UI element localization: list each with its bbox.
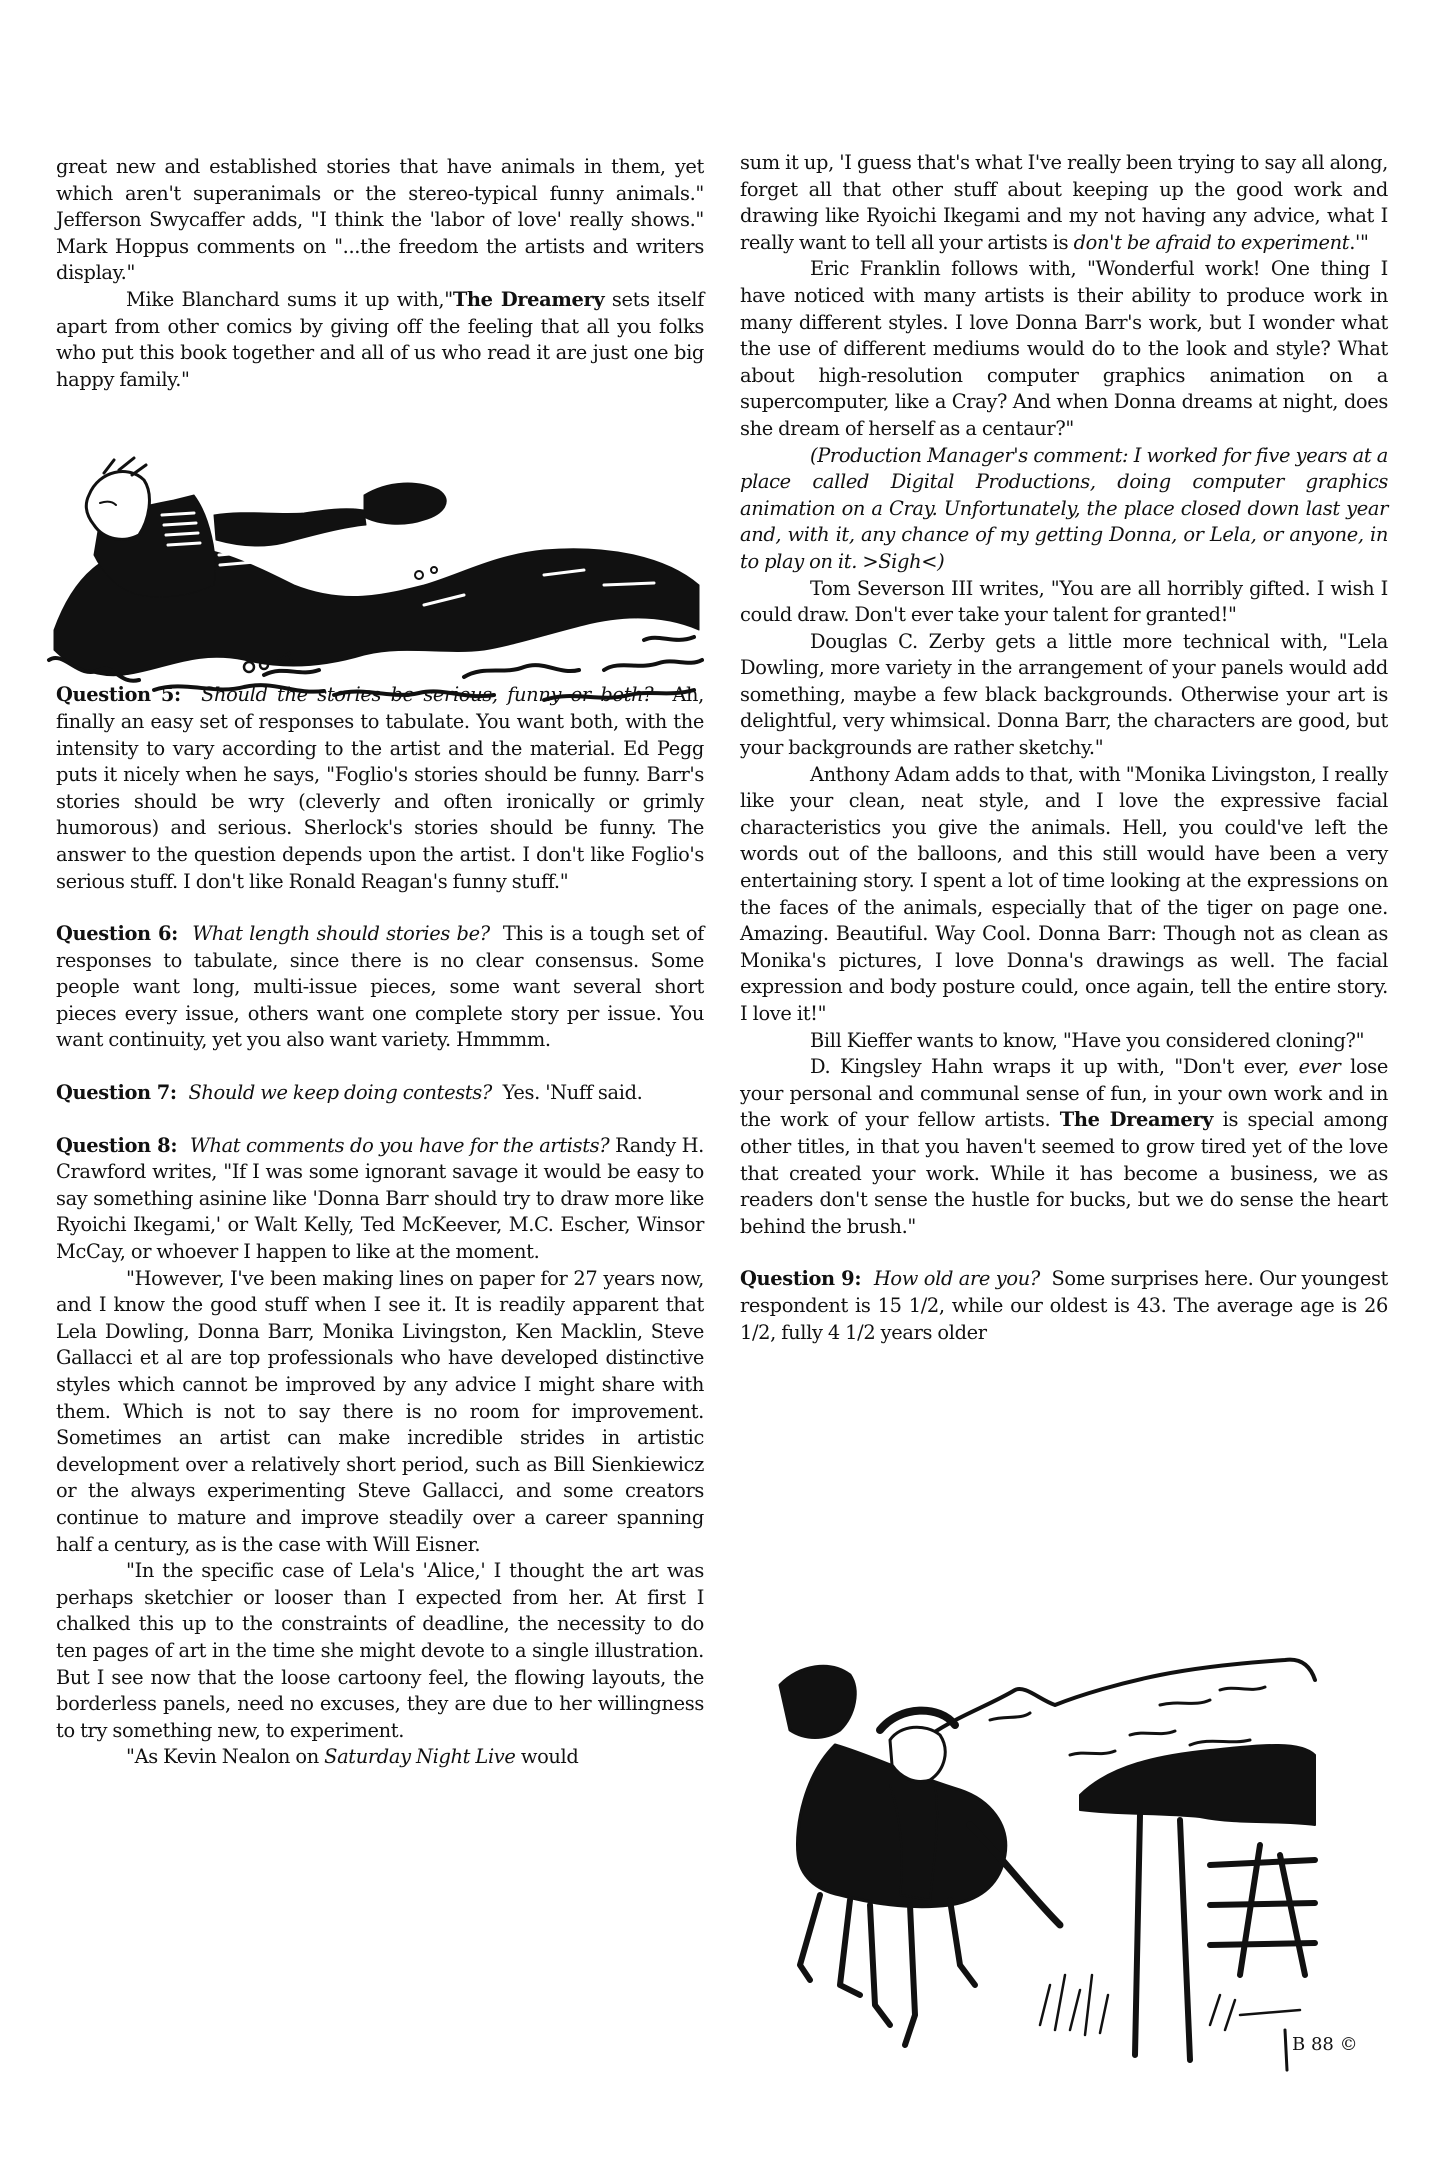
- colon: :: [854, 1267, 874, 1291]
- paragraph-alice: "In the specific case of Lela's 'Alice,' I thought the art was perhaps sketchier or looser than I expected from her. At first I chalked this up to the constraints of deadline, the necessity to do ten pages of art in the time she might devote to a single illustration. But I see now that the loose cartoony feel, the flowing layouts, the borderless panels, need no excuses, they are due to her willingness to try something new, to experiment.: [56, 1559, 704, 1742]
- text-run: D. Kingsley Hahn wraps it up with, "Don't ever,: [810, 1055, 1299, 1079]
- paragraph-production-manager: (Production Manager's comment: I worked for five years at a place called Digital Productions, doing computer graphics animation on a Cray. Unfortunately, the place closed down last year and, with it, any chance of my getting Donna, or Lela, or anyone, in to play on it. >Sigh<): [740, 443, 1388, 573]
- question-label: Question 9: [740, 1267, 855, 1291]
- question-text: Should we keep doing contests?: [188, 1081, 492, 1105]
- paragraph-eric: Eric Franklin follows with, "Wonderful work! One thing I have noticed with many artists is their ability to produce work in many different styles. I love Donna Barr's work, but I wonder what the use of different mediums would do to the look and style? What about high-resolution computer graphics animation on a supercomputer, like a Cray? And when Donna dreams at night, does she dream of herself as a centaur?": [740, 257, 1388, 440]
- rider-illustration: [44, 455, 704, 710]
- text-run: sum it up, 'I guess that's what I've really been trying to say all along, forget all that other stuff about keeping up the good work and drawing like Ryoichi Ikegami and my not having any advice, what I really want to tell all your artists is: [740, 151, 1388, 254]
- emphasis: ever: [1298, 1055, 1341, 1079]
- paragraph-anthony: Anthony Adam adds to that, with "Monika Livingston, I really like your clean, neat style, and I love the expressive facial characteristics you give the animals. Hell, you could've left the words out of the balloons, and this still would have been a very entertaining story. I spent a lot of time looking at the expressions on the faces of the animals, especially that of the tiger on page one. Amazing. Beautiful. Way Cool. Donna Barr: Though not as clean as Monika's pictures, I love Donna's drawings as well. The facial expression and body posture could, once again, tell the entire story. I love it!": [740, 762, 1388, 1025]
- colon: :: [174, 683, 202, 707]
- horse-and-rider-illustration: [740, 1645, 1380, 2080]
- question-label: Question 8: [56, 1133, 171, 1157]
- answer-text: Randy H. Crawford writes, "If I was some ignorant savage it would be easy to say something asinine like 'Donna Barr should try to draw more like Ryoichi Ikegami,' or Walt Kelly, Ted McKeever, M.C. Escher, Winsor McCay, or whoever I happen to like at the moment.: [56, 1133, 704, 1264]
- answer-text: Ah, finally an easy set of responses to tabulate. You want both, with the intensity to vary according to the artist and the material. Ed Pegg puts it nicely when he says, "Foglio's stories should be funny. Barr's stories should be wry (cleverly and often ironically or grimly humorous) and serious. Sherlock's stories should be funny. The answer to the question depends upon the artist. I don't like Foglio's serious stuff. I don't like Ronald Reagan's funny stuff.": [56, 683, 704, 893]
- question-text: What length should stories be?: [192, 922, 490, 946]
- question-8: [56, 1133, 704, 1266]
- artist-signature: B 88 ©: [1292, 2034, 1358, 2055]
- left-column: [56, 154, 704, 1771]
- text-run: sets itself apart from other comics by giving off the feeling that all you folks who put this book together and all of us who read it are just one big happy family.": [56, 287, 704, 391]
- emphasis: don't be afraid to experiment: [1073, 230, 1350, 254]
- question-6: [56, 921, 704, 1054]
- right-column: [740, 150, 1388, 1346]
- text-run: would: [515, 1745, 579, 1769]
- answer-text: Some surprises here. Our youngest respondent is 15 1/2, while our oldest is 43. The average age is 26 1/2, fully 4 1/2 years older: [740, 1267, 1388, 1344]
- question-7: [56, 1080, 704, 1107]
- answer-text: Yes. 'Nuff said.: [502, 1081, 643, 1105]
- question-text: What comments do you have for the artists?: [189, 1133, 610, 1157]
- paragraph-intro: great new and established stories that have animals in them, yet which aren't superanimals or the stereo-typical funny animals." Jefferson Swycaffer adds, "I think the 'labor of love' really shows." Mark Hoppus comments on "...the freedom the artists and writers display.": [56, 155, 704, 285]
- show-title: Saturday Night Live: [324, 1745, 516, 1769]
- magazine-title: The Dreamery: [1059, 1108, 1214, 1132]
- text-run: is special among other titles, in that you haven't seemed to grow tired yet of the love that created your work. While it has become a business, we as readers don't sense the hustle for bucks, but we do sense the heart behind the brush.": [740, 1108, 1388, 1238]
- paragraph-blanchard: [56, 287, 704, 393]
- question-label: Question 6: [56, 922, 172, 946]
- paragraph-tom: Tom Severson III writes, "You are all horribly gifted. I wish I could draw. Don't ever take your talent for granted!": [740, 576, 1388, 627]
- paragraph-kevin: [56, 1744, 704, 1771]
- text-run: "As Kevin Nealon on: [126, 1745, 325, 1769]
- question-text: How old are you?: [873, 1267, 1040, 1291]
- colon: :: [171, 922, 193, 946]
- question-label: Question 7: [56, 1081, 170, 1105]
- text-run: lose your personal and communal sense of fun, in your own work and in the work of your fellow artists.: [740, 1055, 1388, 1132]
- paragraph-continued: [740, 150, 1388, 256]
- colon: :: [169, 1081, 189, 1105]
- text-run: Mike Blanchard sums it up with,": [126, 287, 453, 311]
- paragraph-bill: Bill Kieffer wants to know, "Have you considered cloning?": [810, 1028, 1365, 1052]
- question-9: [740, 1266, 1388, 1346]
- answer-text: This is a tough set of responses to tabulate, since there is no clear consensus. Some people want long, multi-issue pieces, some want several short pieces every issue, others want one complete story per issue. You want continuity, yet you also want variety. Hmmmm.: [56, 922, 704, 1052]
- paragraph-douglas: Douglas C. Zerby gets a little more technical with, "Lela Dowling, more variety in the arrangement of your panels would add something, maybe a few black backgrounds. Otherwise your art is delightful, very whimsical. Donna Barr, the characters are good, but your backgrounds are rather sketchy.": [740, 629, 1388, 760]
- text-run: .'": [1349, 230, 1369, 254]
- question-label: Question 5: [56, 683, 175, 707]
- question-5: [56, 682, 704, 895]
- paragraph-hahn: [740, 1054, 1388, 1240]
- paragraph-however: "However, I've been making lines on paper for 27 years now, and I know the good stuff when I see it. It is readily apparent that Lela Dowling, Donna Barr, Monika Livingston, Ken Macklin, Steve Gallacci et al are top professionals who have developed distinctive styles which cannot be improved by any advice I might share with them. Which is not to say there is no room for improvement. Sometimes an artist can make incredible strides in artistic development over a relatively short period, such as Bill Sienkiewicz or the always experimenting Steve Gallacci, and some creators continue to mature and improve steadily over a career spanning half a century, as is the case with Will Eisner.: [56, 1266, 704, 1556]
- question-text: Should the stories be serious, funny or both?: [201, 683, 654, 707]
- magazine-title: The Dreamery: [452, 287, 605, 311]
- colon: :: [170, 1133, 190, 1157]
